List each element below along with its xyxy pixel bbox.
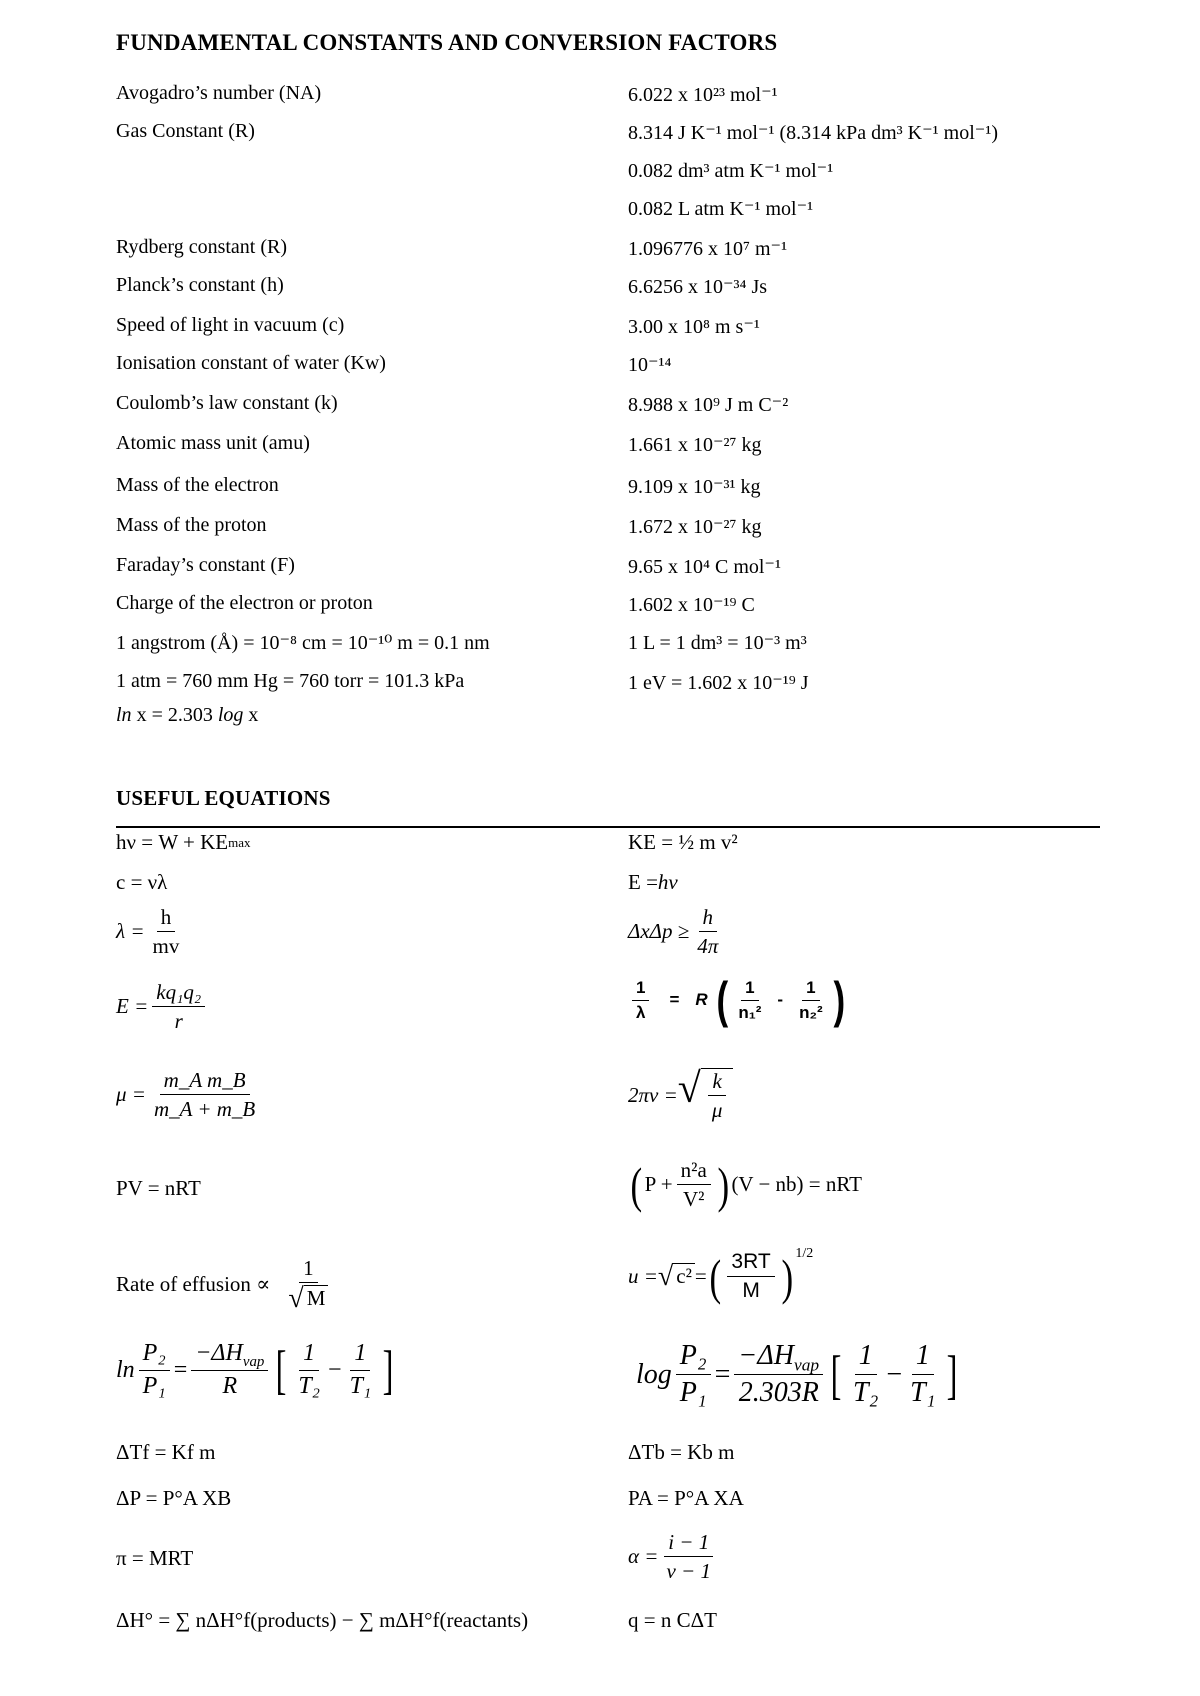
constant-value: 9.65 x 10⁴ C mol⁻¹ — [628, 556, 781, 578]
constant-row — [116, 670, 1096, 700]
raoult-partial-pressure-equation: PA = P°A XA — [628, 1486, 744, 1510]
constant-value: 0.082 dm³ atm K⁻¹ mol⁻¹ — [628, 160, 834, 182]
constant-row — [116, 432, 1096, 462]
constant-value: 1.096776 x 10⁷ m⁻¹ — [628, 238, 788, 260]
constant-value: 1 eV = 1.602 x 10⁻¹⁹ J — [628, 672, 809, 694]
constant-label: Atomic mass unit (amu) — [116, 432, 310, 454]
degree-dissociation-equation: α = $\frac{i - 1}{\nu - 1}$ — [628, 1530, 719, 1583]
planck-equation: E = h ν — [628, 870, 678, 894]
constant-row — [116, 392, 1096, 422]
constant-label: Gas Constant (R) — [116, 120, 255, 142]
constant-label: Ionisation constant of water (Kw) — [116, 352, 386, 374]
constant-row — [116, 158, 1096, 188]
ideal-gas-equation: PV = nRT — [116, 1176, 201, 1200]
clausius-clapeyron-log-equation: log $\frac{\text{P₂}}{\text{P₁}}$ = $\frac{-\Delta H_{vap}}{2.303R}$ [ $\frac{1}{\text{T₂}}$ − $\frac{1}{\text{T₁}}$ ] — [636, 1340, 958, 1409]
boiling-point-equation: ΔTb = Kb m — [628, 1440, 735, 1464]
rms-speed-equation: u = √ c² = ( $\frac{3RT}{M}$ ) 1/2 — [628, 1246, 814, 1305]
uncertainty-equation: ΔxΔp ≥ $\frac{h}{4\pi}$ — [628, 905, 719, 959]
log-relation: ln x = 2.303 log x — [116, 704, 259, 726]
kinetic-energy-equation: KE = ½ m v² — [628, 830, 738, 854]
constant-row — [116, 314, 1096, 344]
constant-row — [116, 236, 1096, 266]
constant-value: 8.314 J K⁻¹ mol⁻¹ (8.314 kPa dm³ K⁻¹ mol⁻¹) — [628, 122, 998, 144]
constant-row — [116, 554, 1096, 584]
constant-value: 0.082 L atm K⁻¹ mol⁻¹ — [628, 198, 814, 220]
constant-label: Mass of the proton — [116, 514, 267, 536]
constants-heading: FUNDAMENTAL CONSTANTS AND CONVERSION FACTORS — [116, 30, 778, 55]
coulomb-energy-equation: E = $\frac{\text{kq₁q₂}}{r}$ — [116, 980, 209, 1033]
constant-row — [116, 352, 1096, 382]
constant-row — [116, 82, 1096, 112]
heat-equation: q = n CΔT — [628, 1608, 717, 1632]
wave-equation: c = νλ — [116, 870, 168, 894]
constant-label: Mass of the electron — [116, 474, 279, 496]
section-divider — [116, 826, 1100, 828]
constant-label: Rydberg constant (R) — [116, 236, 288, 258]
rydberg-equation: $\frac{1}{\lambda}$ = R ( $\frac{1}{\text{n₁²}}$ - $\frac{1}{\text{n₂²}}$ ) — [628, 975, 847, 1025]
graham-effusion-equation: Rate of effusion ∝ 1 √ M — [116, 1256, 336, 1313]
constant-label: Coulomb’s law constant (k) — [116, 392, 338, 414]
constant-value: 1 L = 1 dm³ = 10⁻³ m³ — [628, 632, 807, 654]
freezing-point-equation: ΔTf = Kf m — [116, 1440, 216, 1464]
constant-value: 8.988 x 10⁹ J m C⁻² — [628, 394, 789, 416]
clausius-clapeyron-ln-equation: ln $\frac{\text{P₂}}{\text{P₁}}$ = $\frac{-\Delta H_{vap}}{R}$ [ $\frac{1}{\text{T₂}}$ − $\frac{1}{\text{T₁}}$ ] — [116, 1340, 394, 1401]
constant-value: 6.022 x 10²³ mol⁻¹ — [628, 84, 778, 106]
photoelectric-equation: hν = W + KE max — [116, 830, 251, 854]
raoult-delta-equation: ΔP = P°A XB — [116, 1486, 232, 1510]
constant-row — [116, 514, 1096, 544]
van-der-waals-equation: ( P + $\frac{\text{n²a}}{\text{V²}}$ ) (V − nb) = nRT — [630, 1156, 862, 1213]
constant-label: Avogadro’s number (NA) — [116, 82, 322, 104]
constant-value: 9.109 x 10⁻³¹ kg — [628, 476, 761, 498]
hess-law-equation: ΔH° = ∑ nΔH°f(products) − ∑ mΔH°f(reactants) — [116, 1608, 529, 1632]
constant-row — [116, 120, 1096, 150]
constant-label: 1 angstrom (Å) = 10⁻⁸ cm = 10⁻¹⁰ m = 0.1 nm — [116, 632, 490, 654]
constant-label: 1 atm = 760 mm Hg = 760 torr = 101.3 kPa — [116, 670, 465, 692]
constant-value: 6.6256 x 10⁻³⁴ Js — [628, 276, 768, 298]
constant-label: Planck’s constant (h) — [116, 274, 284, 296]
constant-label: Faraday’s constant (F) — [116, 554, 295, 576]
constant-row — [116, 196, 1096, 226]
de-broglie-equation: λ = $\frac{h}{mv}$ — [116, 905, 180, 959]
constant-value: 1.602 x 10⁻¹⁹ C — [628, 594, 755, 616]
constant-value: 1.661 x 10⁻²⁷ kg — [628, 434, 762, 456]
constant-value: 3.00 x 10⁸ m s⁻¹ — [628, 316, 760, 338]
constant-label: Speed of light in vacuum (c) — [116, 314, 345, 336]
constant-value: 10⁻¹⁴ — [628, 354, 672, 376]
constant-value: 1.672 x 10⁻²⁷ kg — [628, 516, 762, 538]
constant-row — [116, 630, 1096, 660]
reduced-mass-equation: μ = $\frac{\text{m\_A m\_B}}{m\_A + m\_B}$ — [116, 1068, 256, 1122]
constant-row — [116, 474, 1096, 504]
equations-heading: USEFUL EQUATIONS — [116, 786, 331, 810]
constant-row — [116, 592, 1096, 622]
osmotic-pressure-equation: π = MRT — [116, 1546, 194, 1570]
constant-label: Charge of the electron or proton — [116, 592, 373, 614]
constant-row — [116, 274, 1096, 304]
oscillator-equation: 2πν = √ $\frac{k}{\mu}$ — [628, 1068, 733, 1122]
